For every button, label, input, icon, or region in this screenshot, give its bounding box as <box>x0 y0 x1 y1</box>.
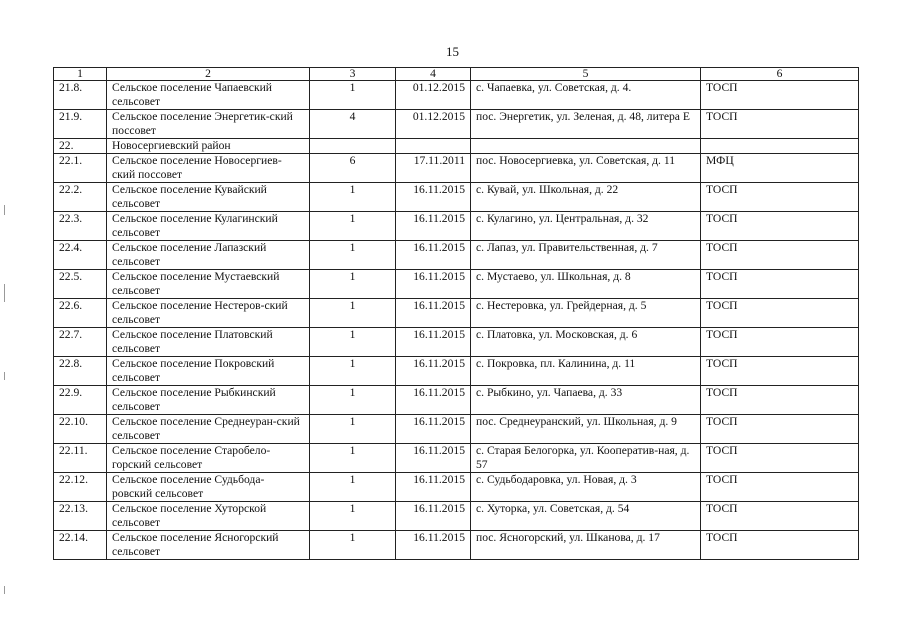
table-row <box>54 212 859 241</box>
column-header: 2 <box>107 68 310 81</box>
cell-number: 22.8. <box>54 357 107 386</box>
cell-office-type: ТОСП <box>701 357 859 386</box>
cell-office-type: ТОСП <box>701 241 859 270</box>
offices-table <box>53 67 859 560</box>
cell-settlement-name: Новосергиевский район <box>107 139 310 154</box>
cell-settlement-name: Сельское поселение Новосергиев-ский поссовет <box>107 154 310 183</box>
cell-number: 22.3. <box>54 212 107 241</box>
cell-quantity: 1 <box>310 386 396 415</box>
cell-number: 22.4. <box>54 241 107 270</box>
scan-margin-mark <box>4 284 5 302</box>
table-header-row <box>54 68 859 81</box>
cell-address: пос. Среднеуранский, ул. Школьная, д. 9 <box>471 415 701 444</box>
cell-office-type: ТОСП <box>701 473 859 502</box>
cell-date: 17.11.2011 <box>396 154 471 183</box>
cell-office-type: ТОСП <box>701 212 859 241</box>
scan-margin-mark <box>4 586 5 594</box>
cell-address: с. Платовка, ул. Московская, д. 6 <box>471 328 701 357</box>
cell-quantity: 1 <box>310 444 396 473</box>
table-row <box>54 241 859 270</box>
cell-office-type: ТОСП <box>701 299 859 328</box>
table-row <box>54 444 859 473</box>
cell-address: с. Хуторка, ул. Советская, д. 54 <box>471 502 701 531</box>
cell-number: 22.12. <box>54 473 107 502</box>
table-row <box>54 502 859 531</box>
cell-date: 16.11.2015 <box>396 386 471 415</box>
column-header: 6 <box>701 68 859 81</box>
cell-settlement-name: Сельское поселение Среднеуран-ский сельсовет <box>107 415 310 444</box>
cell-address: с. Рыбкино, ул. Чапаева, д. 33 <box>471 386 701 415</box>
cell-number: 22.6. <box>54 299 107 328</box>
cell-address: пос. Новосергиевка, ул. Советская, д. 11 <box>471 154 701 183</box>
scan-margin-mark <box>4 372 5 380</box>
cell-number: 22.14. <box>54 531 107 560</box>
cell-office-type: ТОСП <box>701 502 859 531</box>
cell-quantity: 1 <box>310 183 396 212</box>
table-row <box>54 328 859 357</box>
cell-number: 22.7. <box>54 328 107 357</box>
cell-date: 16.11.2015 <box>396 328 471 357</box>
cell-office-type: МФЦ <box>701 154 859 183</box>
cell-office-type: ТОСП <box>701 110 859 139</box>
cell-quantity: 1 <box>310 502 396 531</box>
cell-date: 16.11.2015 <box>396 241 471 270</box>
cell-office-type: ТОСП <box>701 386 859 415</box>
cell-date: 16.11.2015 <box>396 415 471 444</box>
cell-number: 22.10. <box>54 415 107 444</box>
cell-address: с. Чапаевка, ул. Советская, д. 4. <box>471 81 701 110</box>
cell-date: 16.11.2015 <box>396 444 471 473</box>
cell-quantity: 1 <box>310 241 396 270</box>
table-row <box>54 357 859 386</box>
column-header: 4 <box>396 68 471 81</box>
cell-settlement-name: Сельское поселение Лапазский сельсовет <box>107 241 310 270</box>
cell-address: с. Покровка, пл. Калинина, д. 11 <box>471 357 701 386</box>
cell-settlement-name: Сельское поселение Судьбода-ровский сельсовет <box>107 473 310 502</box>
cell-date: 16.11.2015 <box>396 270 471 299</box>
cell-date <box>396 139 471 154</box>
cell-settlement-name: Сельское поселение Платовский сельсовет <box>107 328 310 357</box>
cell-address: с. Кувай, ул. Школьная, д. 22 <box>471 183 701 212</box>
cell-quantity: 1 <box>310 270 396 299</box>
cell-date: 01.12.2015 <box>396 81 471 110</box>
cell-settlement-name: Сельское поселение Покровский сельсовет <box>107 357 310 386</box>
cell-office-type: ТОСП <box>701 328 859 357</box>
cell-date: 16.11.2015 <box>396 357 471 386</box>
cell-quantity: 1 <box>310 299 396 328</box>
cell-office-type: ТОСП <box>701 444 859 473</box>
column-header: 5 <box>471 68 701 81</box>
cell-date: 16.11.2015 <box>396 473 471 502</box>
table-row <box>54 531 859 560</box>
cell-number: 22.2. <box>54 183 107 212</box>
cell-date: 16.11.2015 <box>396 502 471 531</box>
cell-settlement-name: Сельское поселение Энергетик-ский поссовет <box>107 110 310 139</box>
cell-quantity: 1 <box>310 328 396 357</box>
cell-settlement-name: Сельское поселение Чапаевский сельсовет <box>107 81 310 110</box>
cell-settlement-name: Сельское поселение Нестеров-ский сельсовет <box>107 299 310 328</box>
cell-address: с. Нестеровка, ул. Грейдерная, д. 5 <box>471 299 701 328</box>
cell-number: 22. <box>54 139 107 154</box>
cell-quantity: 1 <box>310 473 396 502</box>
table-row <box>54 183 859 212</box>
page-number: 15 <box>446 44 459 59</box>
cell-address <box>471 139 701 154</box>
cell-date: 01.12.2015 <box>396 110 471 139</box>
column-header: 3 <box>310 68 396 81</box>
cell-address: с. Лапаз, ул. Правительственная, д. 7 <box>471 241 701 270</box>
cell-date: 16.11.2015 <box>396 531 471 560</box>
cell-office-type <box>701 139 859 154</box>
table-row <box>54 270 859 299</box>
cell-address: с. Судьбодаровка, ул. Новая, д. 3 <box>471 473 701 502</box>
scan-margin-mark <box>4 205 5 215</box>
cell-number: 22.5. <box>54 270 107 299</box>
cell-quantity: 1 <box>310 531 396 560</box>
cell-date: 16.11.2015 <box>396 299 471 328</box>
table-row <box>54 386 859 415</box>
cell-quantity: 4 <box>310 110 396 139</box>
cell-address: пос. Энергетик, ул. Зеленая, д. 48, литера Е <box>471 110 701 139</box>
cell-date: 16.11.2015 <box>396 212 471 241</box>
table-row <box>54 139 859 154</box>
cell-settlement-name: Сельское поселение Старобело-горский сельсовет <box>107 444 310 473</box>
table-row <box>54 299 859 328</box>
cell-settlement-name: Сельское поселение Хуторской сельсовет <box>107 502 310 531</box>
cell-settlement-name: Сельское поселение Рыбкинский сельсовет <box>107 386 310 415</box>
cell-office-type: ТОСП <box>701 81 859 110</box>
cell-address: с. Мустаево, ул. Школьная, д. 8 <box>471 270 701 299</box>
cell-settlement-name: Сельское поселение Мустаевский сельсовет <box>107 270 310 299</box>
cell-number: 21.9. <box>54 110 107 139</box>
cell-quantity: 1 <box>310 212 396 241</box>
cell-number: 21.8. <box>54 81 107 110</box>
table-row <box>54 110 859 139</box>
table-row <box>54 415 859 444</box>
table-row <box>54 154 859 183</box>
cell-quantity: 1 <box>310 357 396 386</box>
cell-number: 22.13. <box>54 502 107 531</box>
cell-quantity: 6 <box>310 154 396 183</box>
cell-settlement-name: Сельское поселение Ясногорский сельсовет <box>107 531 310 560</box>
cell-office-type: ТОСП <box>701 415 859 444</box>
cell-number: 22.9. <box>54 386 107 415</box>
cell-address: с. Кулагино, ул. Центральная, д. 32 <box>471 212 701 241</box>
cell-settlement-name: Сельское поселение Кулагинский сельсовет <box>107 212 310 241</box>
cell-number: 22.1. <box>54 154 107 183</box>
cell-office-type: ТОСП <box>701 183 859 212</box>
column-header: 1 <box>54 68 107 81</box>
cell-date: 16.11.2015 <box>396 183 471 212</box>
table-row <box>54 473 859 502</box>
cell-quantity <box>310 139 396 154</box>
table-row <box>54 81 859 110</box>
cell-address: с. Старая Белогорка, ул. Кооператив-ная, д. 57 <box>471 444 701 473</box>
cell-address: пос. Ясногорский, ул. Шканова, д. 17 <box>471 531 701 560</box>
cell-office-type: ТОСП <box>701 270 859 299</box>
cell-office-type: ТОСП <box>701 531 859 560</box>
cell-quantity: 1 <box>310 415 396 444</box>
cell-settlement-name: Сельское поселение Кувайский сельсовет <box>107 183 310 212</box>
cell-quantity: 1 <box>310 81 396 110</box>
cell-number: 22.11. <box>54 444 107 473</box>
table-body <box>54 68 859 560</box>
